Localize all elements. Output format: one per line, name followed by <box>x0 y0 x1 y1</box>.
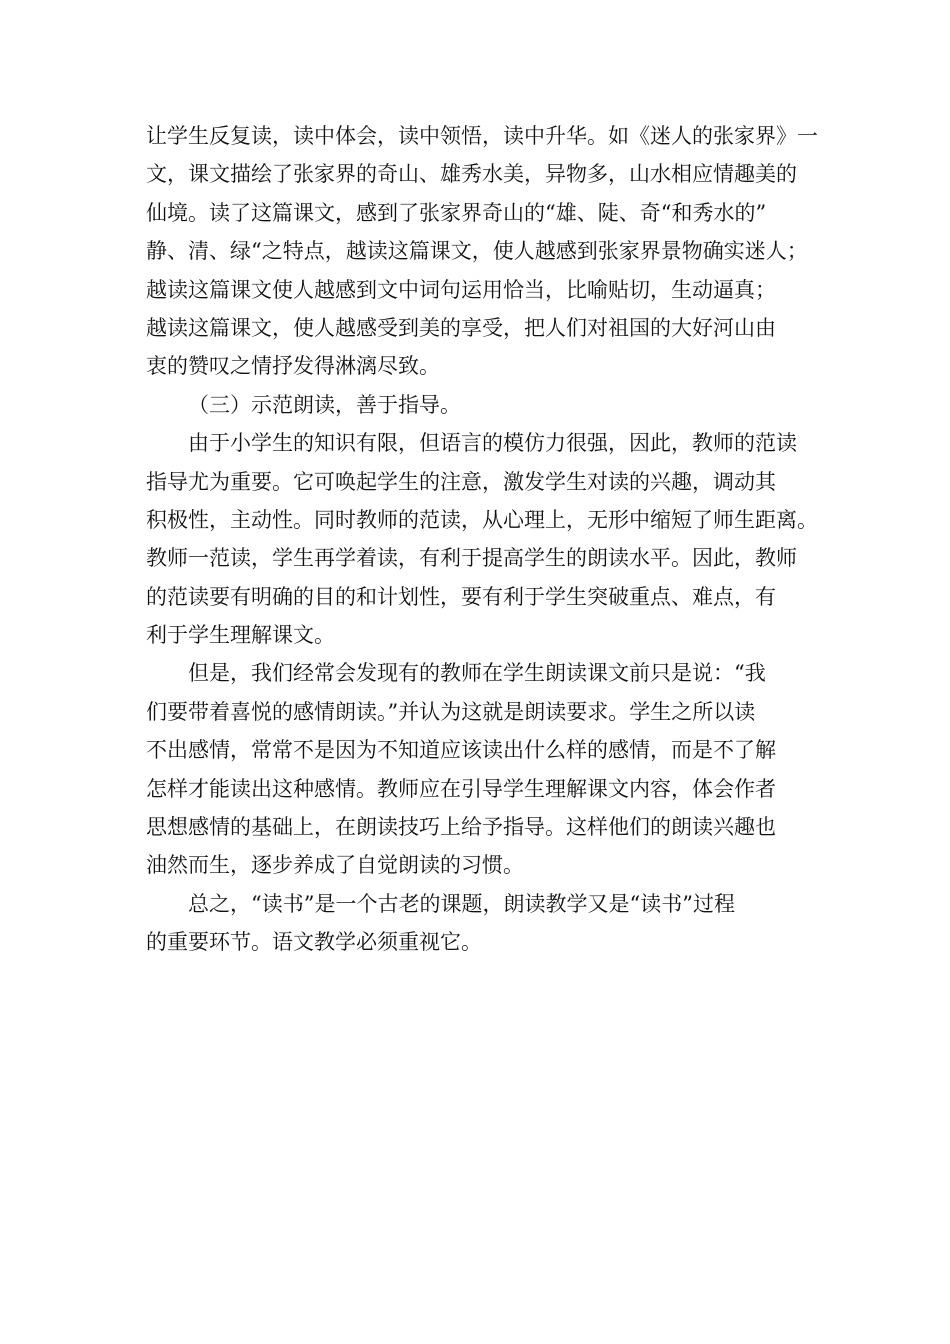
text-line: 总之，“读书”是一个古老的课题，朗读教学又是“读书”过程 <box>188 891 735 916</box>
text-line: 静、清、绿“之特点，越读这篇课文，使人越感到张家界景物确实迷人； <box>146 239 808 264</box>
text-line: 文，课文描绘了张家界的奇山、雄秀水美，异物多，山水相应情趣美的 <box>146 162 797 187</box>
text-line: 由于小学生的知识有限，但语言的模仿力很强，因此，教师的范读 <box>188 431 797 456</box>
text-line: 思想感情的基础上，在朗读技巧上给予指导。这样他们的朗读兴趣也 <box>146 815 776 840</box>
text-line: 越读这篇课文使人越感到文中词句运用恰当，比喻贴切，生动逼真； <box>146 277 776 302</box>
heading-line: （三）示范朗读，善于指导。 <box>188 392 461 417</box>
text-line: 衷的赞叹之情抒发得淋漓尽致。 <box>146 354 440 379</box>
text-line: 们要带着喜悦的感情朗读。”并认为这就是朗读要求。学生之所以读 <box>146 699 756 724</box>
text-line: 积极性，主动性。同时教师的范读，从心理上，无形中缩短了师生距离。 <box>146 507 818 532</box>
text-line: 油然而生，逐步养成了自觉朗读的习惯。 <box>146 853 524 878</box>
paragraph-5 <box>146 885 814 962</box>
text-line: 利于学生理解课文。 <box>146 623 335 648</box>
section-heading <box>146 386 814 424</box>
paragraph-3 <box>146 424 818 654</box>
text-line: 越读这篇课文，使人越感受到美的享受，把人们对祖国的大好河山由 <box>146 315 776 340</box>
document-body <box>146 117 818 962</box>
text-line: 怎样才能读出这种感情。教师应在引导学生理解课文内容，体会作者 <box>146 776 776 801</box>
text-line: 的范读要有明确的目的和计划性，要有利于学生突破重点、难点，有 <box>146 584 776 609</box>
text-line: 但是，我们经常会发现有的教师在学生朗读课文前只是说：“我 <box>188 661 766 686</box>
paragraph-1 <box>146 117 818 386</box>
text-line: 指导尤为重要。它可唤起学生的注意，激发学生对读的兴趣，调动其 <box>146 469 776 494</box>
text-line: 的重要环节。语文教学必须重视它。 <box>146 930 482 955</box>
text-line: 让学生反复读，读中体会，读中领悟，读中升华。如《迷人的张家界》一 <box>146 124 818 148</box>
text-line: 教师一范读，学生再学着读，有利于提高学生的朗读水平。因此，教师 <box>146 546 797 571</box>
text-line: 仙境。读了这篇课文，感到了张家界奇山的“雄、陡、奇“和秀水的” <box>146 200 767 225</box>
text-line: 不出感情，常常不是因为不知道应该读出什么样的感情，而是不了解 <box>146 738 776 763</box>
paragraph-4 <box>146 654 814 884</box>
